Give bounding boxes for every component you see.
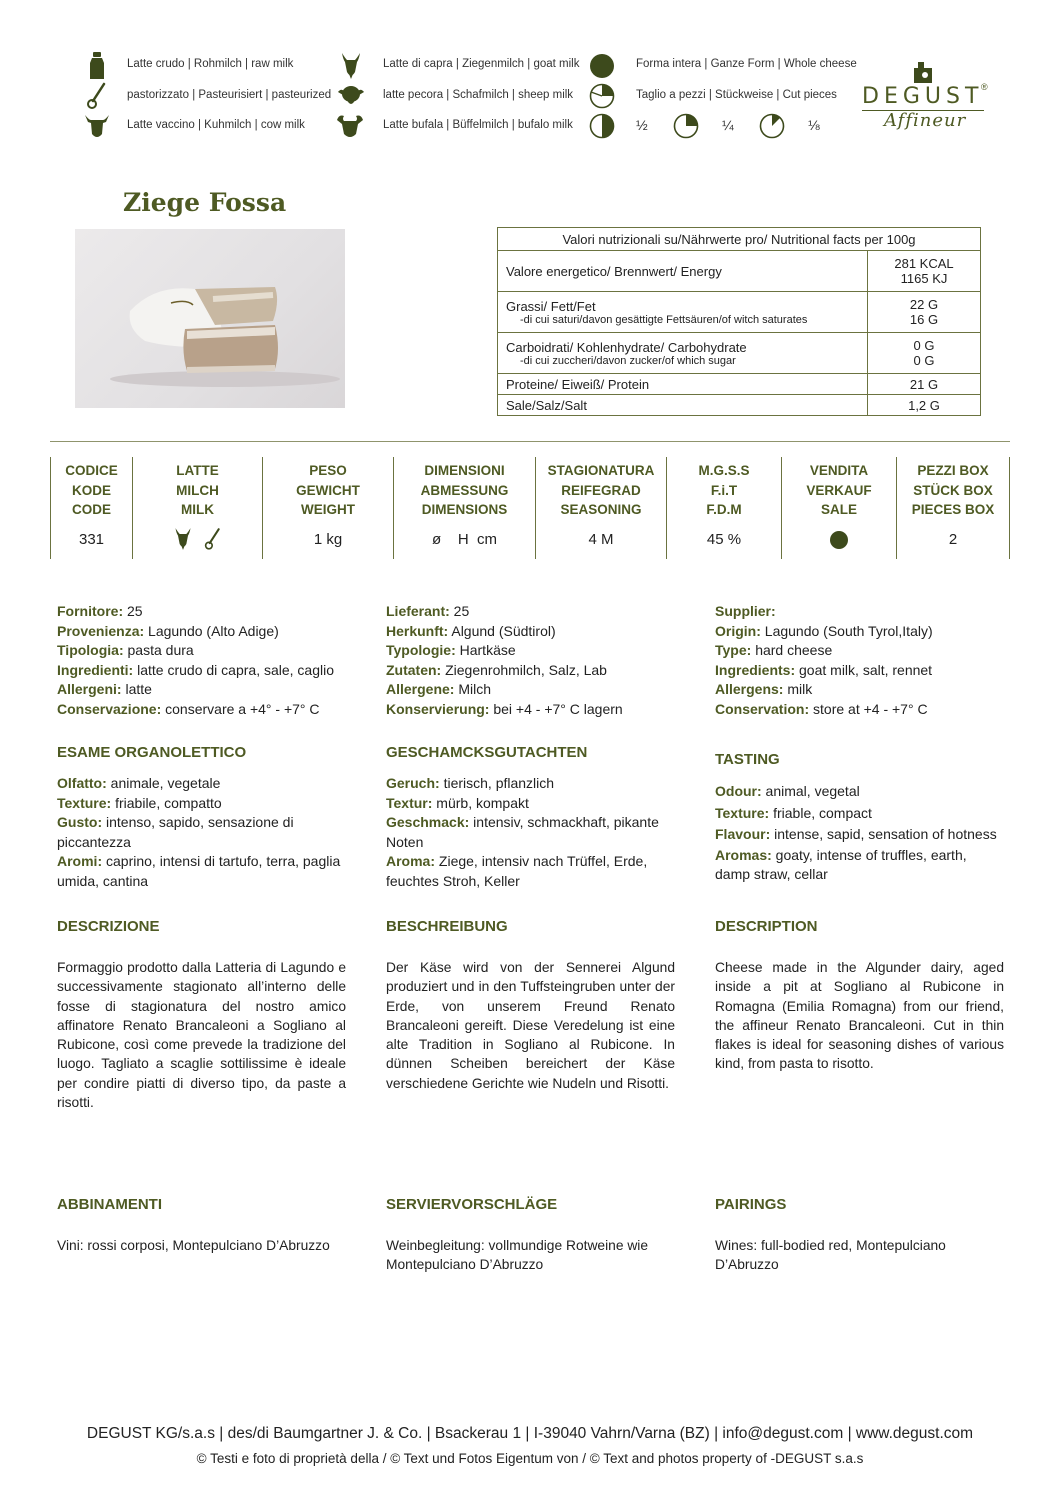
info-origin: Herkunft: Algund (Südtirol) — [386, 622, 556, 639]
nutrition-salt-row — [498, 395, 981, 416]
info-conservation: Conservation: store at +4 - +7° C — [715, 700, 928, 717]
cut-pieces-icon — [589, 83, 615, 109]
quarter-cheese-icon — [673, 113, 699, 139]
thermometer-icon — [204, 527, 222, 551]
footer-copyright: © Testi e foto di proprietà della / © Text und Fotos Eigentum von / © Text and photos property of -DEGUST s.a.s — [196, 1451, 864, 1466]
spec-pieces-l3: PIECES BOX — [911, 502, 995, 517]
spec-pieces — [897, 457, 1009, 557]
cheese-wedge-logo-icon — [912, 60, 934, 84]
german-pairings-title: SERVIERVORSCHLÄGE — [386, 1196, 558, 1213]
nutrition-fat-row — [498, 292, 981, 333]
eighth-cheese-icon — [759, 113, 785, 139]
spec-dimensions-l2: ABMESSUNG — [420, 482, 509, 498]
info-origin: Provenienza: Lagundo (Alto Adige) — [57, 622, 279, 639]
info-allergens: Allergene: Milch — [386, 681, 492, 697]
brand-subtitle: Affineur — [884, 110, 967, 131]
salt-value: 1,2 G — [868, 395, 981, 416]
italian-tasting — [57, 774, 347, 891]
spec-seasoning-value: 4 M — [588, 531, 614, 548]
spec-weight-value: 1 kg — [313, 531, 343, 548]
legend-goat-milk: Latte di capra | Ziegenmilch | goat milk — [383, 58, 580, 70]
whole-cheese-icon — [829, 530, 849, 550]
spec-fdm-value: 45 % — [706, 531, 742, 548]
energy-kj: 1165 KJ — [900, 271, 948, 286]
info-conservation: Conservazione: conservare a +4° - +7° C — [57, 700, 320, 717]
spec-milk — [133, 457, 262, 557]
spec-dimensions-l3: DIMENSIONS — [421, 502, 508, 517]
spec-separator — [1009, 457, 1010, 559]
italian-tasting-title: ESAME ORGANOLETTICO — [57, 744, 247, 761]
carbs-value: 0 G — [913, 338, 935, 353]
english-pairings-title: PAIRINGS — [715, 1196, 787, 1213]
cow-icon — [84, 112, 110, 140]
legend-whole-cheese: Forma intera | Ganze Form | Whole cheese — [636, 58, 857, 70]
cheese-illustration — [75, 229, 345, 408]
nutrition-protein-row — [498, 374, 981, 395]
spec-sale — [782, 457, 896, 557]
thermometer-icon — [86, 82, 108, 110]
sugar-label: -di cui zuccheri/davon zucker/of which sugar — [520, 354, 736, 367]
salt-label: Sale/Salz/Salt — [498, 395, 868, 416]
info-ingredients: Ingredients: goat milk, salt, rennet — [715, 661, 933, 678]
spec-dimensions-l1: DIMENSIONI — [424, 463, 505, 478]
legend-pasteurized: pastorizzato | Pasteurisiert | pasteurized — [127, 89, 332, 101]
spec-fdm-l1: M.G.S.S — [698, 463, 750, 478]
info-supplier: Fornitore: 25 — [57, 603, 143, 619]
spec-code-l3: CODE — [71, 502, 111, 517]
legend-sheep-milk: latte pecora | Schafmilch | sheep milk — [383, 89, 574, 101]
spec-dimensions — [394, 457, 535, 557]
energy-kcal: 281 KCAL — [894, 256, 954, 271]
nutrition-carbs-row — [498, 333, 981, 374]
info-allergens: Allergeni: latte — [57, 681, 152, 697]
brand-name: DEGUST — [862, 84, 984, 109]
milk-bottle-icon — [88, 52, 106, 80]
carbs-label: Carboidrati/ Kohlenhydrate/ Carbohydrate — [506, 339, 747, 355]
legend-buffalo-milk: Latte bufala | Büffelmilch | bufalo milk — [383, 119, 573, 131]
spec-code-l2: KODE — [71, 482, 111, 498]
info-ingredients: Zutaten: Ziegenrohmilch, Salz, Lab — [386, 661, 607, 678]
italian-pairings: Vini: rossi corposi, Montepulciano D’Abruzzo — [57, 1238, 330, 1253]
tasting-odour: Odour: animal, vegetal — [715, 783, 860, 799]
energy-label: Valore energetico/ Brennwert/ Energy — [498, 251, 868, 292]
whole-cheese-icon — [589, 53, 615, 79]
tasting-aromas: Aromi: caprino, intensi di tartufo, terra, paglia umida, cantina — [57, 853, 341, 889]
spec-sale-l2: VERKAUF — [806, 482, 872, 498]
info-origin: Origin: Lagundo (South Tyrol,Italy) — [715, 622, 933, 639]
legend-quarter: ¼ — [722, 117, 734, 133]
spec-sale-l3: SALE — [820, 502, 857, 517]
italian-description: Formaggio prodotto dalla Latteria di Lagundo e successivamente stagionato all’interno delle fosse di stagionatura del nostro amico affinatore Renato Brancaleoni a Sogliano al Rubicone, così come prevede la tradizione del luogo. Tagliato a scaglie sottilissime è ideale per condire piatti di diverso tipo, da paste a risotti. — [57, 960, 346, 1111]
buffalo-icon — [336, 112, 364, 140]
half-cheese-icon — [589, 113, 615, 139]
goat-icon — [173, 527, 193, 551]
english-description: Cheese made in the Algunder dairy, aged inside a pit at Sogliano al Rubicone in Romagna (Emilia Romagna) from our friend, the affineur Renato Brancaleoni. Cut in thin flakes is ideal for seasoning dishes of various kind, from pasta to risotto. — [715, 960, 1004, 1072]
german-info — [386, 602, 676, 719]
section-divider — [50, 441, 1010, 442]
spec-milk-l3: MILK — [181, 502, 214, 517]
tasting-odour: Olfatto: animale, vegetale — [57, 775, 221, 791]
tasting-texture: Texture: friable, compact — [715, 804, 872, 821]
italian-description-title: DESCRIZIONE — [57, 918, 160, 935]
spec-seasoning-l1: STAGIONATURA — [547, 463, 655, 478]
spec-code — [51, 457, 132, 557]
spec-weight-l3: WEIGHT — [301, 502, 355, 517]
spec-pieces-l2: STÜCK BOX — [913, 482, 993, 498]
tasting-flavour: Flavour: intense, sapid, sensation of hotness — [715, 826, 997, 842]
nutrition-header: Valori nutrizionali su/Nährwerte pro/ Nutritional facts per 100g — [498, 228, 981, 251]
info-supplier: Lieferant: 25 — [386, 603, 470, 619]
info-type: Tipologia: pasta dura — [57, 642, 194, 658]
footer-contact: DEGUST KG/s.a.s | des/di Baumgartner J. & Co. | Bsackerau 1 | I-39040 Vahrn/Varna (BZ) | info@degust.com | www.degust.com — [86, 1425, 974, 1442]
nutrition-table — [497, 227, 981, 416]
saturates-value: 16 G — [909, 312, 939, 327]
tasting-aromas: Aroma: Ziege, intensiv nach Trüffel, Erde, feuchtes Stroh, Keller — [386, 853, 648, 889]
english-info — [715, 602, 1005, 719]
tasting-texture: Textur: mürb, kompakt — [386, 794, 529, 811]
info-supplier: Supplier: — [715, 603, 776, 619]
legend-raw-milk: Latte crudo | Rohmilch | raw milk — [127, 58, 294, 70]
nutrition-energy-row — [498, 251, 981, 292]
legend-eighth: ⅛ — [808, 117, 820, 133]
saturates-label: -di cui saturi/davon gesättigte Fettsäuren/of witch saturates — [520, 313, 808, 326]
spec-seasoning-l3: SEASONING — [560, 502, 642, 517]
info-type: Typologie: Hartkäse — [386, 642, 516, 658]
spec-fdm — [667, 457, 781, 557]
spec-code-l1: CODICE — [65, 463, 118, 478]
english-pairings: Wines: full-bodied red, Montepulciano D’Abruzzo — [715, 1238, 946, 1273]
spec-fdm-l2: F.i.T — [710, 482, 738, 498]
protein-label: Proteine/ Eiweiß/ Protein — [498, 374, 868, 395]
brand-registered-mark: ® — [981, 82, 988, 92]
spec-seasoning — [536, 457, 666, 557]
legend-cow-milk: Latte vaccino | Kuhmilch | cow milk — [127, 119, 305, 131]
spec-fdm-l3: F.D.M — [706, 502, 742, 517]
english-description-title: DESCRIPTION — [715, 918, 818, 935]
legend-cut-pieces: Taglio a pezzi | Stückweise | Cut pieces — [636, 89, 837, 101]
spec-milk-l1: LATTE — [176, 463, 219, 478]
german-description: Der Käse wird von der Sennerei Algund produziert und in den Tuffsteingruben unter der Erde, von unserem Freund Renato Brancaleoni gereift. Diese Veredelung ist eine alte Tradition in Sogliano al Rubicone. In dünnen Scheiben bereichert der Käse verschiedene Gerichte wie Nudeln und Risotti. — [386, 960, 675, 1091]
info-conservation: Konservierung: bei +4 - +7° C lagern — [386, 700, 623, 717]
sugar-value: 0 G — [913, 353, 935, 368]
spec-code-value: 331 — [78, 531, 105, 548]
german-description-title: BESCHREIBUNG — [386, 918, 508, 935]
tasting-texture: Texture: friabile, compatto — [57, 794, 222, 811]
german-tasting-title: GESCHAMCKSGUTACHTEN — [386, 744, 588, 761]
product-photo — [75, 229, 345, 408]
tasting-odour: Geruch: tierisch, pflanzlich — [386, 775, 555, 791]
tasting-flavour: Geschmack: intensiv, schmackhaft, pikante Noten — [386, 814, 659, 850]
german-tasting — [386, 774, 676, 891]
info-ingredients: Ingredienti: latte crudo di capra, sale, caglio — [57, 661, 335, 678]
tasting-aromas: Aromas: goaty, intense of truffles, earth, damp straw, cellar — [715, 846, 967, 882]
legend-half: ½ — [636, 117, 648, 133]
spec-seasoning-l2: REIFEGRAD — [561, 482, 641, 498]
english-tasting — [715, 781, 1005, 885]
english-tasting-title: TASTING — [715, 751, 780, 768]
spec-weight — [263, 457, 393, 557]
info-allergens: Allergens: milk — [715, 681, 813, 697]
spec-milk-l2: MILCH — [176, 482, 219, 498]
italian-pairings-title: ABBINAMENTI — [57, 1196, 162, 1213]
goat-icon — [339, 52, 363, 80]
protein-value: 21 G — [868, 374, 981, 395]
spec-dimensions-value: ø H cm — [432, 531, 497, 548]
spec-sale-l1: VENDITA — [809, 463, 869, 478]
info-type: Type: hard cheese — [715, 642, 833, 658]
spec-pieces-value: 2 — [948, 531, 958, 548]
product-title: Ziege Fossa — [123, 188, 287, 217]
nutrition-header-row — [498, 228, 981, 251]
spec-pieces-l1: PEZZI BOX — [917, 463, 989, 478]
sheep-icon — [337, 82, 365, 110]
fat-value: 22 G — [909, 297, 939, 312]
german-pairings: Weinbegleitung: vollmundige Rotweine wie Montepulciano D’Abruzzo — [386, 1238, 649, 1273]
italian-info — [57, 602, 347, 719]
tasting-flavour: Gusto: intenso, sapido, sensazione di piccantezza — [57, 814, 294, 850]
spec-weight-l1: PESO — [309, 463, 347, 478]
fat-label: Grassi/ Fett/Fet — [506, 298, 596, 314]
spec-weight-l2: GEWICHT — [296, 482, 360, 498]
